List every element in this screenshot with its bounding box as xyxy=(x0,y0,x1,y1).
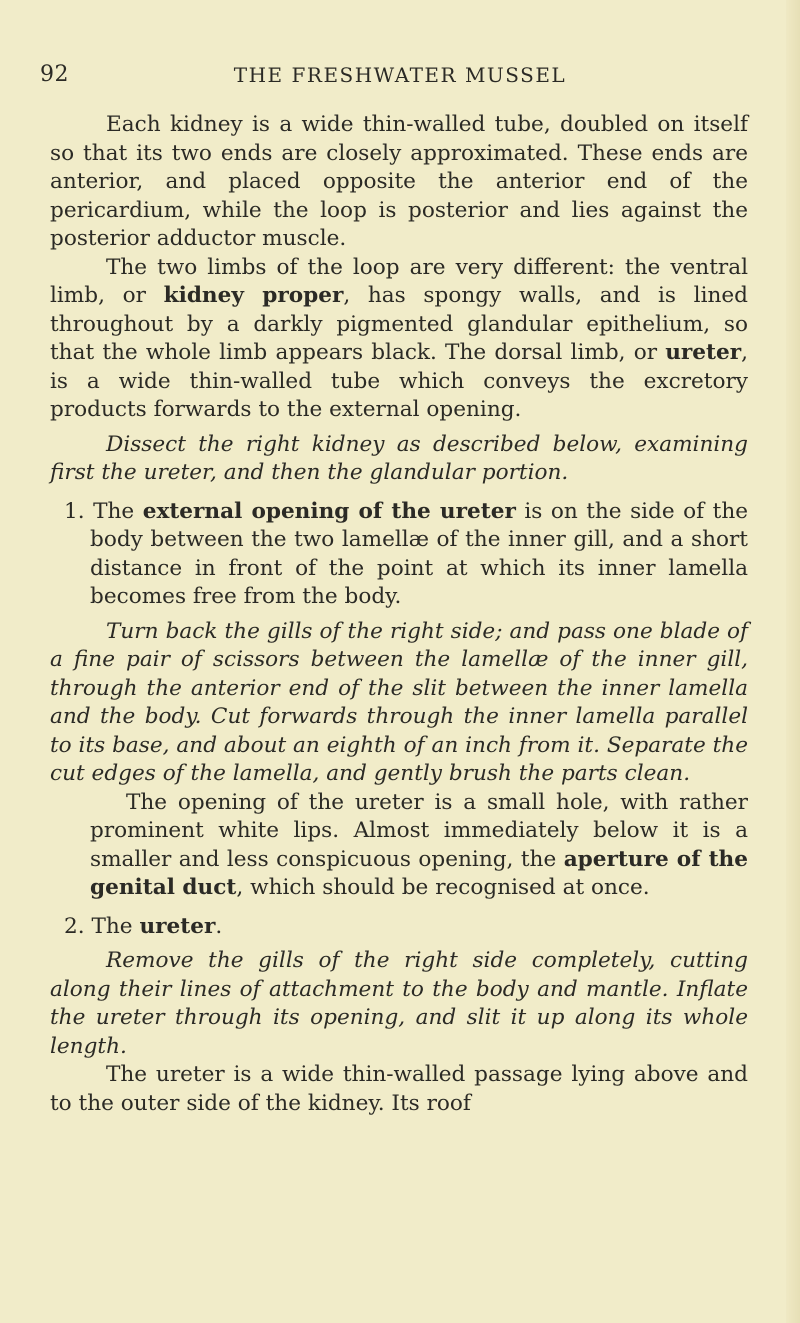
text-run: The xyxy=(91,913,140,939)
text-run: is on the side of the body between the two lamellæ of the inner gill, and a short distance in front of the point at which its inner lamella becomes free from the body. xyxy=(90,498,748,609)
page-number: 92 xyxy=(40,62,69,87)
text-run: The opening of the ureter is a small hole, with rather prominent white lips. Almost immediately below it is a smaller and less conspicuous opening, the xyxy=(90,789,748,872)
term-ureter-heading: ureter xyxy=(139,913,216,939)
text-run: The two limbs of the loop are very different: the ventral limb, or xyxy=(50,254,748,308)
text-run: , has spongy walls, and is lined throughout by a darkly pigmented glandular epithelium, so that the whole limb appears black. The dorsal limb, or xyxy=(50,283,749,365)
text-run: , which should be recognised at once. xyxy=(236,875,650,900)
paragraph-kidney-description: Each kidney is a wide thin-walled tube, doubled on itself so that its two ends are closely approximated. These ends are anterior, and placed opposite the anterior end of the pericardium, while the loop is posterior and lies against the posterior adductor muscle. xyxy=(50,112,748,251)
text-run: The xyxy=(93,498,143,524)
item-number: 2. xyxy=(64,913,85,939)
paragraph-loop-limbs xyxy=(50,254,748,425)
instruction-turn-back-gills: Turn back the gills of the right side; and pass one blade of a fine pair of scissors between the lamellæ of the inner gill, through the anterior end of the slit between the inner lamella and the body. Cut forwards through the inner lamella parallel to its base, and about an eighth of an inch from it. Separate the cut edges of the lamella, and gently brush the parts clean. xyxy=(50,618,748,786)
term-kidney-proper: kidney proper xyxy=(163,283,344,308)
term-genital-aperture: aperture of the genital duct xyxy=(90,846,748,900)
numbered-item-1 xyxy=(50,498,748,612)
text-run: , is a wide thin-walled tube which conveys the excretory products forwards to the external opening. xyxy=(50,340,748,422)
instruction-remove-gills: Remove the gills of the right side completely, cutting along their lines of attachment to the body and mantle. Inflate the ureter through its opening, and slit it up along its whole length. xyxy=(50,948,748,1059)
paragraph-ureter-passage: The ureter is a wide thin-walled passage lying above and to the outer side of the kidney. Its roof xyxy=(50,1062,748,1116)
page-body xyxy=(50,111,748,1118)
item-number: 1. xyxy=(64,498,85,524)
paragraph-ureter-opening xyxy=(50,789,748,903)
numbered-item-2 xyxy=(50,913,748,942)
term-external-opening: external opening of the ureter xyxy=(142,498,516,524)
running-title: THE FRESHWATER MUSSEL xyxy=(233,63,567,87)
page-header xyxy=(40,62,760,92)
instruction-dissect-kidney: Dissect the right kidney as described below, examining first the ureter, and then the glandular portion. xyxy=(50,431,748,485)
term-ureter: ureter xyxy=(665,340,742,365)
text-run: . xyxy=(215,913,223,939)
